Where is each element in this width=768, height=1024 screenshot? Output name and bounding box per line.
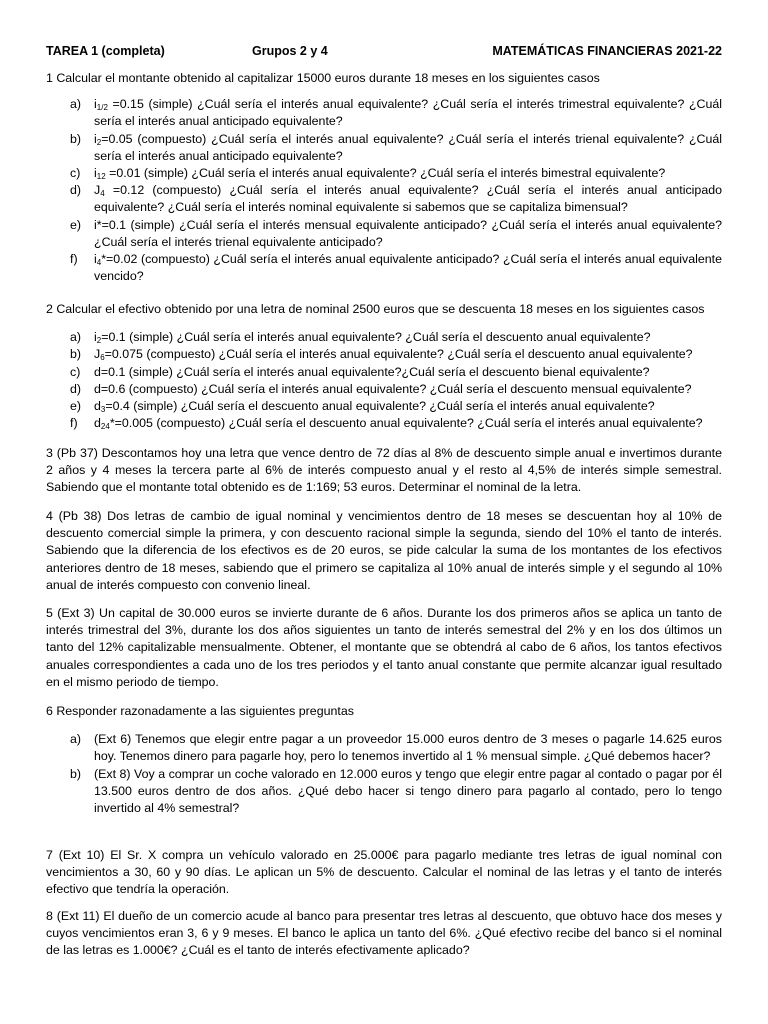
item-text: =0.075 (compuesto) ¿Cuál sería el interés anual equivalente? ¿Cuál sería el descuento anual equivalente?	[104, 347, 693, 362]
item-text: (Ext 6) Tenemos que elegir entre pagar a un proveedor 15.000 euros dentro de 3 meses o pagarle 14.625 euros hoy. Tenemos dinero para pagarle hoy, pero lo tenemos invertido al 1 % mensual simple. ¿Qué debemos hacer?	[94, 732, 722, 764]
question-2-list	[46, 329, 722, 432]
list-item	[46, 731, 722, 765]
question-1-intro: 1 Calcular el montante obtenido al capitalizar 15000 euros durante 18 meses en los siguientes casos	[46, 71, 600, 85]
question-7-text: 7 (Ext 10) El Sr. X compra un vehículo valorado en 25.000€ para pagarlo mediante tres letras de igual nominal con vencimientos a 30, 60 y 90 días. Le aplican un 5% de descuento. Calcular el nominal de las letras y el tanto de interés efectivo que tendría la operación.	[46, 848, 722, 897]
item-label: c)	[70, 364, 81, 379]
item-text: =0.1 (simple) ¿Cuál sería el interés anual equivalente? ¿Cuál sería el descuento anual equivalente?	[101, 330, 651, 345]
list-item	[46, 165, 722, 182]
course-title: MATEMÁTICAS FINANCIERAS 2021-22	[492, 44, 722, 58]
list-item	[46, 398, 722, 415]
item-text: (Ext 8) Voy a comprar un coche valorado en 12.000 euros y tengo que elegir entre pagar al contado o pagar por él 13.500 euros dentro de dos años. ¿Qué debo hacer si tengo dinero para pagarlo al contado, pero lo tengo invertido al 4% semestral?	[94, 766, 722, 816]
item-text: =0.1 (simple) ¿Cuál sería el interés mensual equivalente anticipado? ¿Cuál sería el interés anual equivalente? ¿Cuál sería el interés trienal equivalente anticipado?	[94, 217, 722, 249]
item-label: e)	[70, 399, 82, 414]
item-text: =0.05 (compuesto) ¿Cuál sería el interés anual equivalente? ¿Cuál sería el interés trienal equivalente? ¿Cuál sería el interés anual anticipado equivalente?	[94, 131, 722, 163]
item-label: b)	[70, 131, 82, 146]
item-symbol: d	[94, 416, 101, 431]
item-subscript: 12	[96, 172, 106, 182]
item-symbol: J	[94, 183, 101, 198]
item-symbol: i	[94, 252, 97, 267]
question-8-text: 8 (Ext 11) El dueño de un comercio acude al banco para presentar tres letras al descuento, que obtuvo hace dos meses y cuyos vencimientos eran 3, 6 y 9 meses. El banco le aplica un tanto del 6%. ¿Qué efectivo recibe del banco si el nominal de las letras es 1.000€? ¿Cuál es el tanto de interés efectivamente aplicado?	[46, 909, 722, 958]
list-item	[46, 251, 722, 285]
item-text: =0.1 (simple) ¿Cuál sería el interés anual equivalente?¿Cuál sería el descuento bienal equivalente?	[100, 364, 650, 379]
assignment-title: TAREA 1 (completa)	[46, 44, 165, 58]
item-subscript: 3	[100, 405, 106, 415]
question-1	[46, 70, 722, 285]
item-text: =0.005 (compuesto) ¿Cuál sería el descuento anual equivalente? ¿Cuál sería el interés anual equivalente?	[114, 416, 703, 431]
item-label: e)	[70, 217, 82, 232]
item-subscript: 2	[96, 336, 102, 346]
question-2	[46, 301, 722, 432]
item-subscript: 24	[100, 422, 110, 432]
item-label: a)	[70, 330, 82, 345]
item-label: f)	[70, 252, 78, 267]
list-item	[46, 217, 722, 251]
question-8	[46, 908, 722, 960]
item-text: =0.4 (simple) ¿Cuál sería el descuento anual equivalente? ¿Cuál sería el interés anual equivalente?	[105, 399, 655, 414]
item-text: =0.01 (simple) ¿Cuál sería el interés anual equivalente? ¿Cuál sería el interés bimestral equivalente?	[105, 166, 666, 181]
list-item	[46, 364, 722, 381]
item-subscript: 4	[96, 258, 102, 268]
item-superscript: *	[96, 217, 102, 232]
question-6-intro: 6 Responder razonadamente a las siguientes preguntas	[46, 704, 354, 718]
question-3-text: 3 (Pb 37) Descontamos hoy una letra que vence dentro de 72 días al 8% de descuento simple anual e invertimos durante 2 años y 4 meses la tercera parte al 6% de interés compuesto anual y el resto al 4,5% de interés simple semestral. Sabiendo que el montante total obtenido es de 1:169; 53 euros. Determinar el nominal de la letra.	[46, 446, 722, 495]
item-symbol: d	[94, 399, 101, 414]
question-7	[46, 847, 722, 899]
item-subscript: 1/2	[96, 103, 108, 113]
question-6	[46, 703, 722, 817]
item-label: f)	[70, 416, 78, 431]
question-6-list	[46, 731, 722, 817]
item-text: =0.15 (simple) ¿Cuál sería el interés anual equivalente? ¿Cuál sería el interés trimestral equivalente? ¿Cuál sería el interés anual anticipado equivalente?	[94, 97, 722, 129]
item-label: b)	[70, 766, 82, 781]
item-label: d)	[70, 381, 82, 396]
item-text: =0.6 (compuesto) ¿Cuál sería el interés anual equivalente? ¿Cuál sería el descuento mensual equivalente?	[100, 381, 692, 396]
item-label: c)	[70, 166, 81, 181]
item-label: d)	[70, 183, 82, 198]
item-subscript: 4	[100, 189, 105, 199]
item-symbol: J	[94, 347, 101, 362]
item-label: b)	[70, 347, 82, 362]
group-label: Grupos 2 y 4	[252, 44, 328, 58]
list-item	[46, 381, 722, 398]
list-item	[46, 415, 722, 432]
item-label: a)	[70, 97, 82, 112]
document-header	[46, 44, 722, 64]
question-4-text: 4 (Pb 38) Dos letras de cambio de igual nominal y vencimientos dentro de 18 meses se descuentan hoy al 10% de descuento comercial simple la primera, y con descuento racional simple la segunda, siendo del 10% el tanto de interés. Sabiendo que la diferencia de los efectivos es de 20 euros, se pide calcular la suma de los montantes de los efectivos anteriores dentro de 18 meses, sabiendo que el primero se capitaliza al 10% anual de interés simple y el segundo al 10% anual de interés compuesto con convenio lineal.	[46, 509, 722, 592]
list-item	[46, 96, 722, 130]
item-subscript: 2	[96, 137, 102, 147]
question-4	[46, 508, 722, 594]
item-label: a)	[70, 732, 82, 747]
item-symbol: i	[94, 97, 97, 112]
list-item	[46, 766, 722, 818]
item-superscript: *	[101, 252, 107, 267]
question-5	[46, 605, 722, 691]
question-5-text: 5 (Ext 3) Un capital de 30.000 euros se invierte durante de 6 años. Durante los dos primeros años se aplica un tanto de interés trimestral del 3%, durante los dos años siguientes un tanto de interés semestral del 2% y en los dos últimos un tanto del 12% capitalizable mensualmente. Obtener, el montante que se obtendrá al cabo de 6 años, los tantos efectivos anuales correspondientes a cada uno de los tres periodos y el tanto anual constante que permite alcanzar igual resultado en el mismo periodo de tiempo.	[46, 606, 722, 689]
item-symbol: i	[94, 330, 97, 345]
item-symbol: i	[94, 131, 97, 146]
item-text: =0.02 (compuesto) ¿Cuál sería el interés anual equivalente anticipado? ¿Cuál sería el interés anual equivalente vencido?	[94, 252, 722, 284]
item-superscript: *	[109, 416, 115, 431]
question-2-intro: 2 Calcular el efectivo obtenido por una letra de nominal 2500 euros que se descuenta 18 meses en los siguientes casos	[46, 302, 705, 316]
list-item	[46, 131, 722, 165]
question-3	[46, 445, 722, 497]
list-item	[46, 346, 722, 363]
item-subscript: 6	[100, 353, 105, 363]
item-symbol: d	[94, 381, 101, 396]
question-1-list	[46, 96, 722, 285]
list-item	[46, 182, 722, 216]
item-symbol: d	[94, 364, 101, 379]
item-symbol: i	[94, 217, 97, 232]
item-text: =0.12 (compuesto) ¿Cuál sería el interés anual equivalente? ¿Cuál sería el interés anual anticipado equivalente? ¿Cuál sería el interés nominal equivalente si sabemos que se capitaliza bimensual?	[94, 183, 722, 215]
list-item	[46, 329, 722, 346]
item-symbol: i	[94, 166, 97, 181]
